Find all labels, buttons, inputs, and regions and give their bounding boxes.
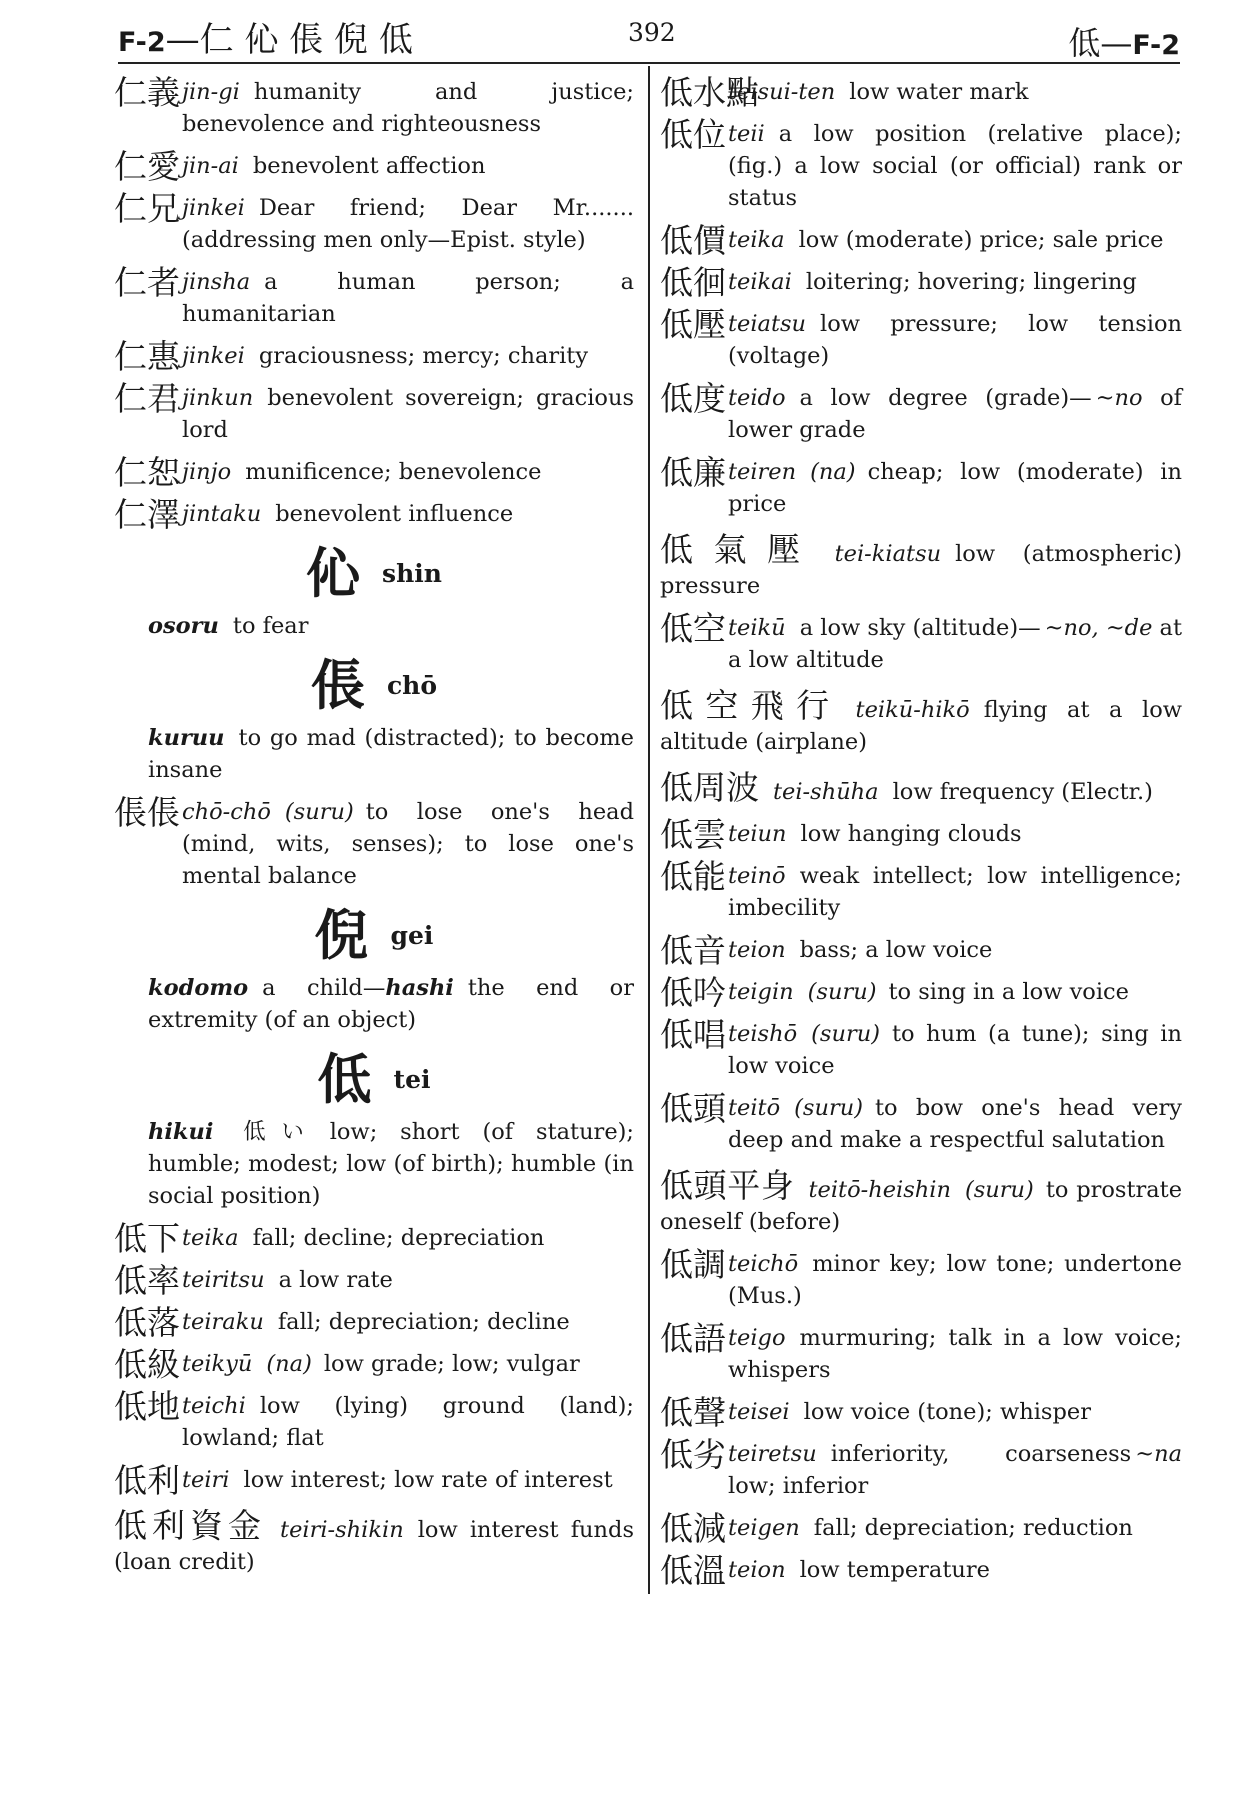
right-column <box>660 73 1183 1596</box>
kun-reading-gei: kodomo a child—hashi the end or extremity (of an object) <box>148 975 634 1033</box>
entry-meaning: munificence; benevolence <box>245 459 542 485</box>
head-kanji: 倀 <box>310 653 365 717</box>
head-romaji: gei <box>390 920 434 950</box>
dictionary-entry <box>660 931 1182 970</box>
entry-reading: teiri-shikin <box>280 1517 404 1543</box>
dictionary-entry <box>660 221 1182 260</box>
entry-meaning: cheap; low (moderate) in price <box>728 459 1182 517</box>
entry-reading: teion <box>728 937 786 963</box>
entry-reading: teika <box>728 227 785 253</box>
kun-word: hikui <box>148 1119 214 1145</box>
entry-suru: (suru) <box>284 799 354 825</box>
entry-meaning: fall; decline; depreciation <box>252 1225 545 1251</box>
entry-meaning: weak intellect; low intelligence; imbecility <box>728 863 1182 921</box>
entry-na: (na) <box>266 1351 312 1377</box>
entry-kanji: 仁兄 <box>114 189 180 228</box>
dictionary-entry <box>114 495 634 534</box>
header-rule <box>118 62 1180 64</box>
entry-derived-meaning: of lower grade <box>728 385 1182 443</box>
header-left-chars: —仁 伈 倀 倪 低 <box>165 20 413 60</box>
kun-meaning: to go mad (distracted); to become insane <box>148 725 634 783</box>
header-right-code: F-2 <box>1132 30 1180 61</box>
kun-meaning: a child <box>262 975 363 1001</box>
entry-kanji: 低度 <box>660 379 726 418</box>
head-character-cho <box>114 652 634 718</box>
entry-kanji: 低位 <box>660 115 726 154</box>
entry-reading: teichi <box>182 1393 246 1419</box>
dictionary-entry <box>660 768 1182 808</box>
dictionary-entry <box>114 73 634 140</box>
entry-reading: teiritsu <box>182 1267 265 1293</box>
entry-reading: tei-kiatsu <box>834 541 942 567</box>
dictionary-entry <box>114 147 634 186</box>
entry-kanji: 低周波 <box>660 768 759 807</box>
kun-meaning-2: the end or extremity (of an object) <box>148 975 634 1033</box>
entry-reading: teiri <box>182 1467 230 1493</box>
entry-group-jin <box>114 73 634 534</box>
entry-na: (na) <box>810 459 856 485</box>
entry-meaning: a low position (relative place); (fig.) a low social (or official) rank or status <box>728 121 1182 211</box>
entry-suru: (suru) <box>811 1021 880 1047</box>
entry-kanji: 仁恕 <box>114 453 180 492</box>
kun-word: osoru <box>148 613 219 639</box>
entry-reading: teiren <box>728 459 797 485</box>
entry-meaning: fall; depreciation; decline <box>277 1309 570 1335</box>
dictionary-entry <box>660 973 1182 1012</box>
dictionary-entry <box>660 1089 1182 1156</box>
entry-reading: teitō-heishin <box>808 1177 951 1203</box>
kun-kana: 低い <box>227 1119 320 1145</box>
entry-meaning: to prostrate oneself (before) <box>660 1177 1183 1235</box>
kun-meaning: to fear <box>232 613 309 639</box>
entry-reading: teikū <box>728 615 786 641</box>
entry-kanji: 低空 <box>660 609 726 648</box>
entry-kanji: 低能 <box>660 857 726 896</box>
entry-meaning: benevolent influence <box>275 501 514 527</box>
entry-meaning: low interest; low rate of interest <box>243 1467 613 1493</box>
dictionary-entry <box>114 1387 634 1454</box>
entry-suru: (suru) <box>794 1095 863 1121</box>
entry-kanji: 低劣 <box>660 1435 726 1474</box>
dictionary-entry <box>660 1509 1182 1548</box>
entry-derived-form: ~no <box>1095 385 1143 411</box>
kun-meaning: low; short (of stature); humble; modest; low (of birth); humble (in social position) <box>148 1119 634 1209</box>
dictionary-entry <box>114 1303 634 1342</box>
entry-meaning: a low rate <box>278 1267 393 1293</box>
page-header <box>118 8 1180 62</box>
entry-meaning: low temperature <box>799 1557 990 1583</box>
entry-meaning: to lose one's head (mind, wits, senses); to lose one's mental balance <box>182 799 634 889</box>
entry-group-tei <box>114 1219 634 1500</box>
entry-kanji: 低率 <box>114 1261 180 1300</box>
entry-kanji: 低溫 <box>660 1551 726 1590</box>
entry-kanji: 低價 <box>660 221 726 260</box>
entry-derived-meaning: at a low altitude <box>728 615 1183 673</box>
entry-meaning: flying at a low altitude (airplane) <box>660 697 1182 755</box>
entry-meaning: graciousness; mercy; charity <box>258 343 589 369</box>
entry-kanji: 低音 <box>660 931 726 970</box>
kun-reading-tei <box>114 1116 634 1212</box>
dictionary-entry <box>660 1435 1182 1502</box>
dictionary-entry <box>660 857 1182 924</box>
kun-word-2: hashi <box>385 975 454 1001</box>
head-romaji: chō <box>386 670 438 700</box>
entry-meaning: low (moderate) price; sale price <box>798 227 1164 253</box>
dictionary-entry <box>660 379 1182 446</box>
entry-reading: teitō <box>728 1095 781 1121</box>
header-right-chars: 低— <box>1068 24 1133 62</box>
entry-kanji: 低頭平身 <box>660 1166 795 1205</box>
entry-meaning: a low sky (altitude)— <box>799 615 1041 641</box>
header-right <box>1068 18 1180 64</box>
dictionary-entry <box>114 1461 634 1500</box>
dictionary-entry <box>660 73 1182 112</box>
entry-reading: teisei <box>728 1399 790 1425</box>
entry-meaning: low water mark <box>849 79 1029 105</box>
entry-reading: jin-ai <box>182 153 239 179</box>
entry-reading: chō-chō <box>182 799 271 825</box>
entry-reading: teiretsu <box>728 1441 817 1467</box>
entry-reading: jintaku <box>182 501 262 527</box>
head-romaji: tei <box>393 1064 431 1094</box>
dictionary-entry <box>114 453 634 492</box>
entry-reading: teiun <box>728 821 787 847</box>
entry-kanji: 低水點 <box>660 73 759 112</box>
dictionary-entry <box>660 263 1182 302</box>
dictionary-entry <box>660 530 1182 602</box>
entry-kanji: 低利資金 <box>114 1506 267 1545</box>
head-kanji: 伈 <box>306 541 361 605</box>
entry-kanji: 低雲 <box>660 815 726 854</box>
dictionary-entry <box>114 379 634 446</box>
entry-kanji: 低氣壓 <box>660 530 821 569</box>
entry-meaning: Dear friend; Dear Mr....... (addressing men only—Epist. style) <box>182 195 634 253</box>
head-character-tei <box>114 1046 634 1112</box>
entry-meaning: inferiority, coarseness <box>830 1441 1132 1467</box>
entry-kanji: 低唱 <box>660 1015 726 1054</box>
left-column <box>114 73 634 1588</box>
entry-kanji: 仁惠 <box>114 337 180 376</box>
header-left <box>118 12 413 61</box>
dictionary-entry <box>660 1319 1182 1386</box>
dictionary-entry <box>114 337 634 376</box>
entry-suru: (suru) <box>964 1177 1034 1203</box>
dictionary-entry <box>660 1393 1182 1432</box>
dictionary-entry <box>660 1245 1182 1312</box>
entry-kanji: 低調 <box>660 1245 726 1284</box>
entry-meaning: low hanging clouds <box>800 821 1022 847</box>
entry-reading: teido <box>728 385 786 411</box>
dictionary-entry <box>660 1551 1182 1590</box>
entry-reading: teishō <box>728 1021 798 1047</box>
dictionary-entry <box>114 189 634 256</box>
entry-reading: jinkei <box>182 343 245 369</box>
entry-meaning: minor key; low tone; undertone (Mus.) <box>728 1251 1182 1309</box>
dictionary-entry <box>114 1345 634 1384</box>
entry-kanji: 仁者 <box>114 263 180 302</box>
dictionary-entry <box>114 1506 634 1578</box>
head-romaji: shin <box>382 558 442 588</box>
header-left-code: F-2 <box>118 27 166 58</box>
entry-reading: teiatsu <box>728 311 807 337</box>
entry-meaning: low (lying) ground (land); lowland; flat <box>182 1393 634 1451</box>
entry-meaning: benevolent affection <box>252 153 486 179</box>
entry-reading: teigin <box>728 979 794 1005</box>
dictionary-entry <box>660 609 1183 676</box>
entry-reading: tei-shūha <box>773 779 879 805</box>
page-number: 392 <box>628 18 676 47</box>
entry-kanji: 仁義 <box>114 73 180 112</box>
entry-kanji: 低廉 <box>660 453 726 492</box>
entry-suru: (suru) <box>807 979 877 1005</box>
entry-reading: teinō <box>728 863 786 889</box>
entry-meaning: to sing in a low voice <box>888 979 1129 1005</box>
entry-meaning: low frequency (Electr.) <box>892 779 1153 805</box>
dictionary-entry <box>660 1015 1182 1082</box>
entry-kanji: 低頭 <box>660 1089 726 1128</box>
entry-kanji: 低徊 <box>660 263 726 302</box>
entry-reading: jinkei <box>182 195 245 221</box>
entry-reading: teichō <box>728 1251 799 1277</box>
entry-group-cho <box>114 793 634 892</box>
entry-kanji: 低語 <box>660 1319 726 1358</box>
entry-reading: teisui-ten <box>728 79 836 105</box>
entry-kanji: 低空飛行 <box>660 686 842 725</box>
entry-reading: teion <box>728 1557 786 1583</box>
entry-meaning: benevolent sovereign; gracious lord <box>182 385 634 443</box>
dictionary-entry <box>114 1261 634 1300</box>
dictionary-entry <box>114 793 634 892</box>
entry-kanji: 低下 <box>114 1219 180 1258</box>
entry-reading: jinsha <box>182 269 251 295</box>
entry-kanji: 低利 <box>114 1461 180 1500</box>
entry-derived-form: ~na <box>1135 1441 1182 1467</box>
entry-reading: teikū-hikō <box>855 697 970 723</box>
dictionary-entry <box>114 1219 634 1258</box>
entry-derived-meaning: low; inferior <box>728 1473 869 1499</box>
head-character-gei <box>114 902 634 968</box>
entry-meaning: loitering; hovering; lingering <box>805 269 1137 295</box>
entry-reading: teiraku <box>182 1309 264 1335</box>
head-kanji: 倪 <box>314 903 369 967</box>
kun-reading-shin <box>114 610 634 642</box>
entry-kanji: 低落 <box>114 1303 180 1342</box>
entry-reading: jinjo <box>182 459 232 485</box>
head-kanji: 低 <box>317 1047 372 1111</box>
entry-meaning: low voice (tone); whisper <box>803 1399 1091 1425</box>
entry-derived-form: ~no, ~de <box>1044 615 1153 641</box>
entry-meaning: murmuring; talk in a low voice; whispers <box>728 1325 1182 1383</box>
entry-meaning: to hum (a tune); sing in low voice <box>728 1021 1182 1079</box>
entry-kanji: 低減 <box>660 1509 726 1548</box>
entry-kanji: 低吟 <box>660 973 726 1012</box>
entry-reading: teigo <box>728 1325 786 1351</box>
kun-reading-cho <box>114 722 634 786</box>
dictionary-entry <box>660 115 1182 214</box>
column-divider <box>648 66 650 1594</box>
entry-kanji: 仁君 <box>114 379 180 418</box>
entry-reading: teikai <box>728 269 792 295</box>
dictionary-entry <box>660 305 1182 372</box>
entry-meaning: low pressure; low tension (voltage) <box>728 311 1182 369</box>
entry-kanji: 低壓 <box>660 305 726 344</box>
entry-reading: teigen <box>728 1515 800 1541</box>
entry-meaning: fall; depreciation; reduction <box>813 1515 1133 1541</box>
entry-reading: jin-gi <box>182 79 240 105</box>
entry-reading: teika <box>182 1225 239 1251</box>
dictionary-entry <box>660 815 1182 854</box>
entry-kanji: 低級 <box>114 1345 180 1384</box>
dictionary-entry <box>114 263 634 330</box>
entry-meaning: low (atmospheric) pressure <box>660 541 1183 599</box>
kun-word: kuruu <box>148 725 225 751</box>
entry-kanji: 低聲 <box>660 1393 726 1432</box>
entry-meaning: humanity and justice; benevolence and righteousness <box>182 79 634 137</box>
dictionary-entry <box>660 453 1182 520</box>
kun-word: kodomo <box>148 975 249 1001</box>
entry-meaning: bass; a low voice <box>799 937 993 963</box>
entry-reading: teii <box>728 121 765 147</box>
entry-kanji: 低地 <box>114 1387 180 1426</box>
entry-meaning: a low degree (grade)— <box>799 385 1092 411</box>
entry-kanji: 倀倀 <box>114 793 180 832</box>
head-character-shin <box>114 540 634 606</box>
entry-kanji: 仁澤 <box>114 495 180 534</box>
dictionary-entry <box>660 686 1182 758</box>
entry-reading: jinkun <box>182 385 254 411</box>
entry-meaning: a human person; a humanitarian <box>182 269 634 327</box>
entry-meaning: low grade; low; vulgar <box>323 1351 580 1377</box>
entry-kanji: 仁愛 <box>114 147 180 186</box>
entry-meaning: to bow one's head very deep and make a respectful salutation <box>728 1095 1182 1153</box>
entry-meaning: low interest funds (loan credit) <box>114 1517 634 1575</box>
dictionary-entry <box>660 1166 1182 1238</box>
entry-reading: teikyū <box>182 1351 253 1377</box>
